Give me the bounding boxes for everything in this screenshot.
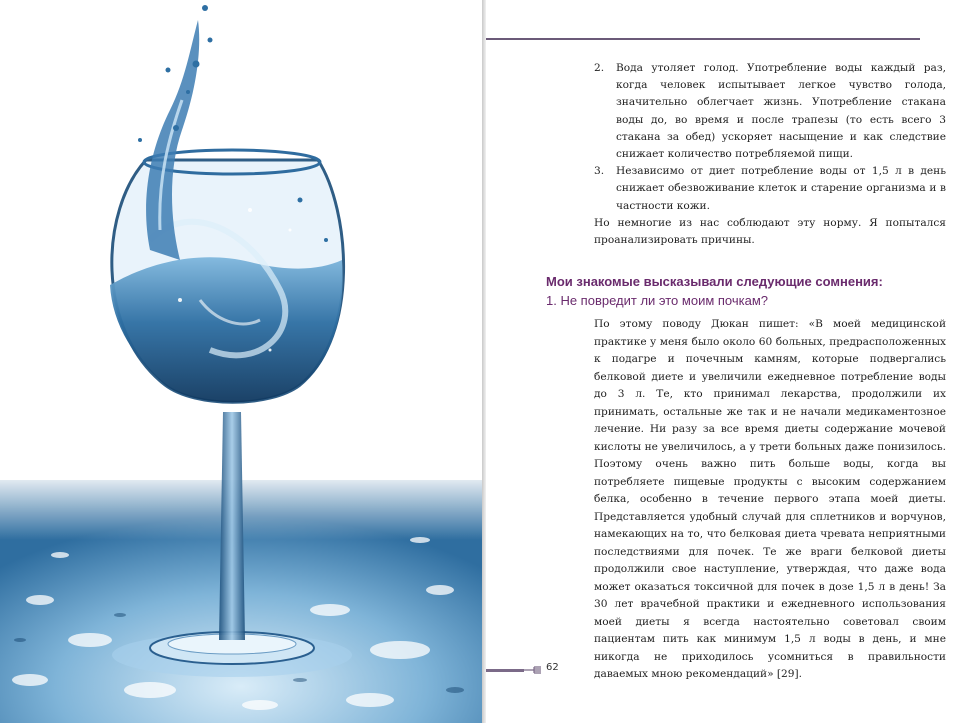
right-page [486,0,970,723]
left-page [0,0,482,723]
intro-text-column [594,60,946,249]
section-heading [546,272,946,310]
list-item-number: 3. [594,165,605,178]
page-number: 62 [546,662,559,673]
list-item-number: 2. [594,62,605,74]
fork-icon [524,665,542,675]
page-footer [486,662,606,678]
quote-paragraph: По этому поводу Дюкан пишет: «В моей медицинской практике у меня было около 60 больных, предрасположенных к подагре и почечным камням, которые подвергались белковой диете и увеличили ежедневное потребление воды до 3 л. Те, кто принимал лекарства, продолжили их принимать, остальные же так и не начали медикаментозное лечение. Ни разу за все время диеты содержание мочевой кислоты не увеличилось, а у трети больных даже понизилось. Поэтому очень важно пить больше воды, когда вы потребляете пищевые продукты с высоким содержанием белка, особенно в течение первого этапа моей диеты. Представляется удобный случай для сплетников и ворчунов, намекающих на то, что белковая диета чревата неприятными последствиями для почек. Те же враги белковой диеты продолжили свое наступление, утверждая, что даже вода может оказаться токсичной для почек в дозе 1,5 л в день! За 30 лет врачебной практики и ежедневного использования моей диеты я всегда настоятельно советовал своим пациентам пить как минимум 1,5 л воды в день, и мне никогда не приходилось усомниться в правильности даваемых мною рекомендаций» [29]. [594,318,946,680]
closing-paragraph: Но немногие из нас соблюдают эту норму. Я попытался проанализировать причины. [594,216,946,247]
list-item [594,60,946,163]
section-title: Мои знакомые высказывали следующие сомнения: [546,274,883,289]
list-item-text: Вода утоляет голод. Употребление воды каждый раз, когда человек испытывает легкое чувство голода, значительно облегчает жизнь. Употребление стакана воды до, во время и после трапезы (то есть всего 3 стакана за обед) ускоряет насыщение и как следствие снижает количество потребляемой пищи. [616,62,946,161]
list-item [594,163,946,215]
header-rule [486,38,920,40]
footer-bar [486,669,524,672]
section-subtitle: 1. Не повредит ли это моим почкам? [546,293,769,308]
list-item-text: Независимо от диет потребление воды от 1,5 л в день снижает обезвоживание клеток и старение организма и в частности кожи. [616,165,946,212]
wine-glass-water-splash-icon [0,0,482,723]
